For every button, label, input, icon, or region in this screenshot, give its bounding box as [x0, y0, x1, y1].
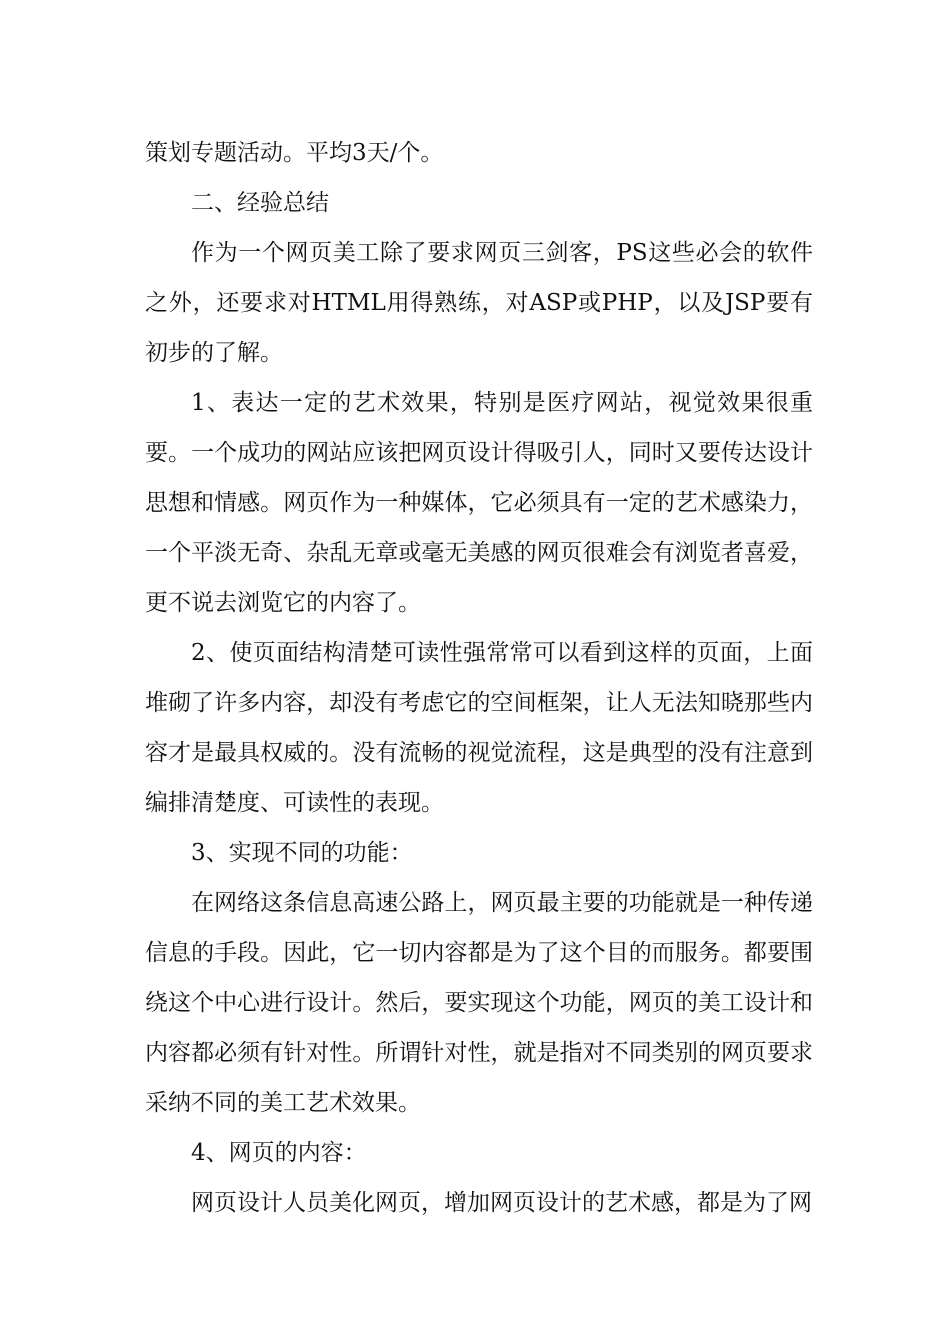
paragraph-point-1: 1、表达一定的艺术效果，特别是医疗网站，视觉效果很重要。一个成功的网站应该把网页设计得吸引人，同时又要传达设计思想和情感。网页作为一种媒体，它必须具有一定的艺术感染力，一个平淡无奇、杂乱无章或毫无美感的网页很难会有浏览者喜爱，更不说去浏览它的内容了。: [145, 390, 813, 616]
paragraph-intro: 作为一个网页美工除了要求网页三剑客，PS这些必会的软件之外，还要求对HTML用得熟练，对ASP或PHP，以及JSP要有初步的了解。: [145, 240, 813, 366]
subheading-point-4: 4、网页的内容：: [191, 1140, 367, 1166]
paragraph-point-4-body: 网页设计人员美化网页，增加网页设计的艺术感，都是为了网: [191, 1190, 812, 1216]
section-heading-experience-summary: 二、经验总结: [191, 190, 329, 216]
subheading-point-3: 3、实现不同的功能：: [191, 840, 413, 866]
document-body: [145, 128, 813, 1228]
paragraph-point-3-body: 在网络这条信息高速公路上，网页最主要的功能就是一种传递信息的手段。因此，它一切内容都是为了这个目的而服务。都要围绕这个中心进行设计。然后，要实现这个功能，网页的美工设计和内容都必须有针对性。所谓针对性，就是指对不同类别的网页要求采纳不同的美工艺术效果。: [145, 890, 813, 1116]
paragraph-continuation: 策划专题活动。平均3天/个。: [145, 140, 444, 166]
paragraph-point-2: 2、使页面结构清楚可读性强常常可以看到这样的页面，上面堆砌了许多内容，却没有考虑它的空间框架，让人无法知晓那些内容才是最具权威的。没有流畅的视觉流程，这是典型的没有注意到编排清楚度、可读性的表现。: [145, 640, 813, 816]
